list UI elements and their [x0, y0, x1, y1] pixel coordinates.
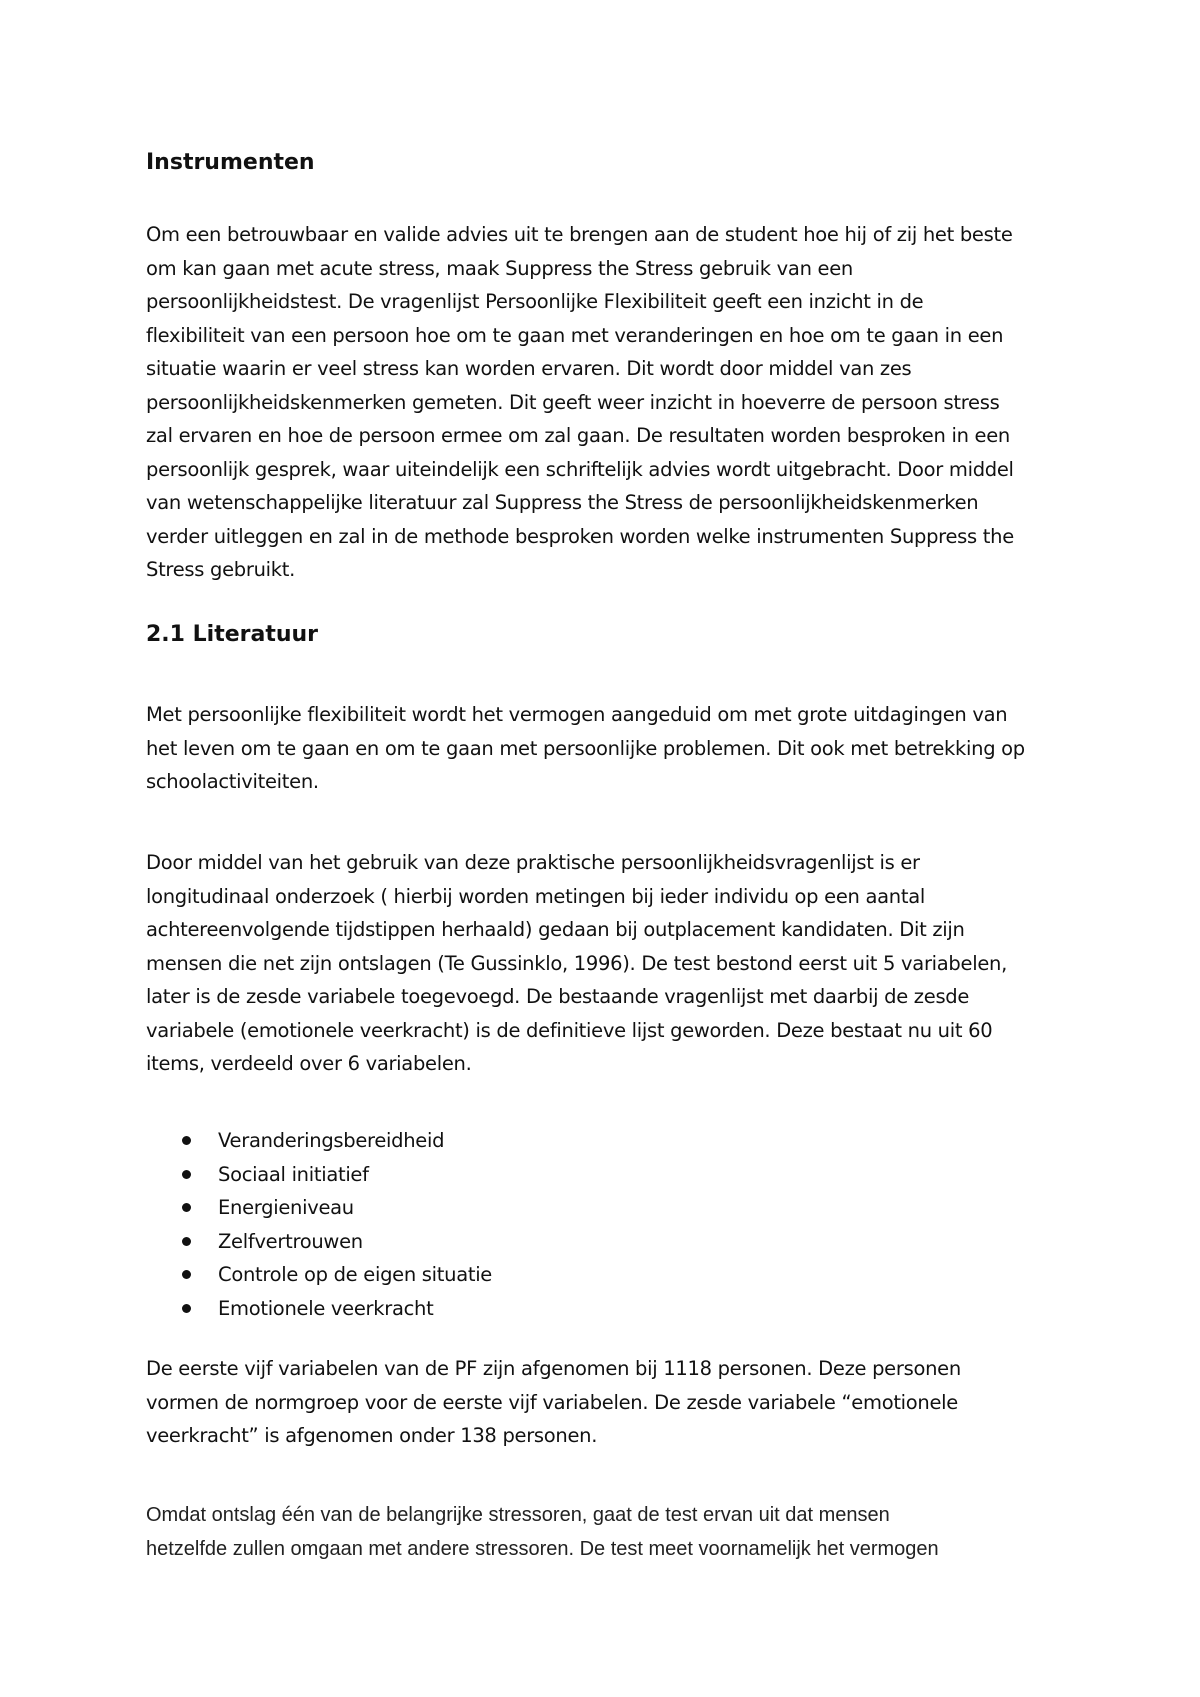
bullet-icon [182, 1136, 191, 1145]
paragraph-line: verder uitleggen en zal in de methode besproken worden welke instrumenten Suppress the [146, 524, 1014, 548]
literature-paragraph-2 [146, 846, 1066, 1081]
list-item-label: Veranderingsbereidheid [218, 1129, 445, 1152]
paragraph-line: Om een betrouwbaar en valide advies uit te brengen aan de student hoe hij of zij het beste [146, 223, 1013, 246]
paragraph-line: schoolactiviteiten. [146, 770, 319, 793]
bullet-icon [182, 1203, 191, 1212]
bullet-icon [182, 1270, 191, 1279]
paragraph-line: mensen die net zijn ontslagen (Te Gussinklo, 1996). De test bestond eerst uit 5 variabelen, [146, 951, 1007, 975]
paragraph-line: Door middel van het gebruik van deze praktische persoonlijkheidsvragenlijst is er [146, 851, 920, 874]
paragraph-line: persoonlijk gesprek, waar uiteindelijk een schriftelijk advies wordt uitgebracht. Door middel [146, 457, 1014, 481]
list-item-label: Controle op de eigen situatie [218, 1263, 493, 1286]
paragraph-line: Stress gebruikt. [146, 558, 296, 581]
bullet-icon [182, 1304, 191, 1313]
paragraph-line: Omdat ontslag één van de belangrijke stressoren, gaat de test ervan uit dat mensen [146, 1504, 890, 1526]
literature-paragraph-1 [146, 698, 1066, 799]
paragraph-line: hetzelfde zullen omgaan met andere stressoren. De test meet voornamelijk het vermogen [146, 1537, 939, 1560]
paragraph-line: veerkracht” is afgenomen onder 138 personen. [146, 1424, 598, 1447]
section-heading: Instrumenten [146, 150, 315, 175]
paragraph-line: items, verdeeld over 6 variabelen. [146, 1052, 472, 1075]
subsection-heading: 2.1 Literatuur [146, 622, 319, 647]
list-item [182, 1191, 492, 1225]
paragraph-line: later is de zesde variabele toegevoegd. De bestaande vragenlijst met daarbij de zesde [146, 985, 970, 1008]
paragraph-line: persoonlijkheidskenmerken gemeten. Dit geeft weer inzicht in hoeverre de persoon stress [146, 390, 1000, 414]
paragraph-line: situatie waarin er veel stress kan worden ervaren. Dit wordt door middel van zes [146, 357, 912, 380]
paragraph-line: persoonlijkheidstest. De vragenlijst Persoonlijke Flexibiliteit geeft een inzicht in de [146, 290, 924, 313]
paragraph-line: van wetenschappelijke literatuur zal Suppress the Stress de persoonlijkheidskenmerken [146, 491, 979, 514]
paragraph-line: Met persoonlijke flexibiliteit wordt het vermogen aangeduid om met grote uitdagingen van [146, 703, 1008, 726]
variables-list [182, 1124, 492, 1325]
bullet-icon [182, 1170, 191, 1179]
literature-paragraph-4 [146, 1499, 1066, 1566]
paragraph-line: De eerste vijf variabelen van de PF zijn afgenomen bij 1118 personen. Deze personen [146, 1357, 961, 1380]
paragraph-line: vormen de normgroep voor de eerste vijf variabelen. De zesde variabele “emotionele [146, 1390, 958, 1414]
list-item-label: Energieniveau [218, 1196, 354, 1219]
paragraph-line: achtereenvolgende tijdstippen herhaald) gedaan bij outplacement kandidaten. Dit zijn [146, 918, 965, 941]
list-item [182, 1258, 492, 1292]
paragraph-line: zal ervaren en hoe de persoon ermee om zal gaan. De resultaten worden besproken in een [146, 424, 1010, 447]
list-item [182, 1124, 492, 1158]
literature-paragraph-3 [146, 1352, 1066, 1453]
paragraph-line: om kan gaan met acute stress, maak Suppress the Stress gebruik van een [146, 256, 853, 280]
paragraph-line: variabele (emotionele veerkracht) is de definitieve lijst geworden. Deze bestaat nu uit 60 [146, 1018, 993, 1042]
paragraph-line: longitudinaal onderzoek ( hierbij worden metingen bij ieder individu op een aantal [146, 884, 925, 908]
bullet-icon [182, 1237, 191, 1246]
list-item-label: Sociaal initiatief [218, 1162, 369, 1186]
intro-paragraph [146, 218, 1066, 587]
list-item [182, 1292, 492, 1326]
paragraph-line: het leven om te gaan en om te gaan met persoonlijke problemen. Dit ook met betrekking op [146, 736, 1025, 760]
list-item [182, 1158, 492, 1192]
paragraph-line: flexibiliteit van een persoon hoe om te gaan met veranderingen en hoe om te gaan in een [146, 323, 1004, 347]
list-item-label: Emotionele veerkracht [218, 1296, 434, 1320]
list-item-label: Zelfvertrouwen [218, 1229, 363, 1253]
list-item [182, 1225, 492, 1259]
